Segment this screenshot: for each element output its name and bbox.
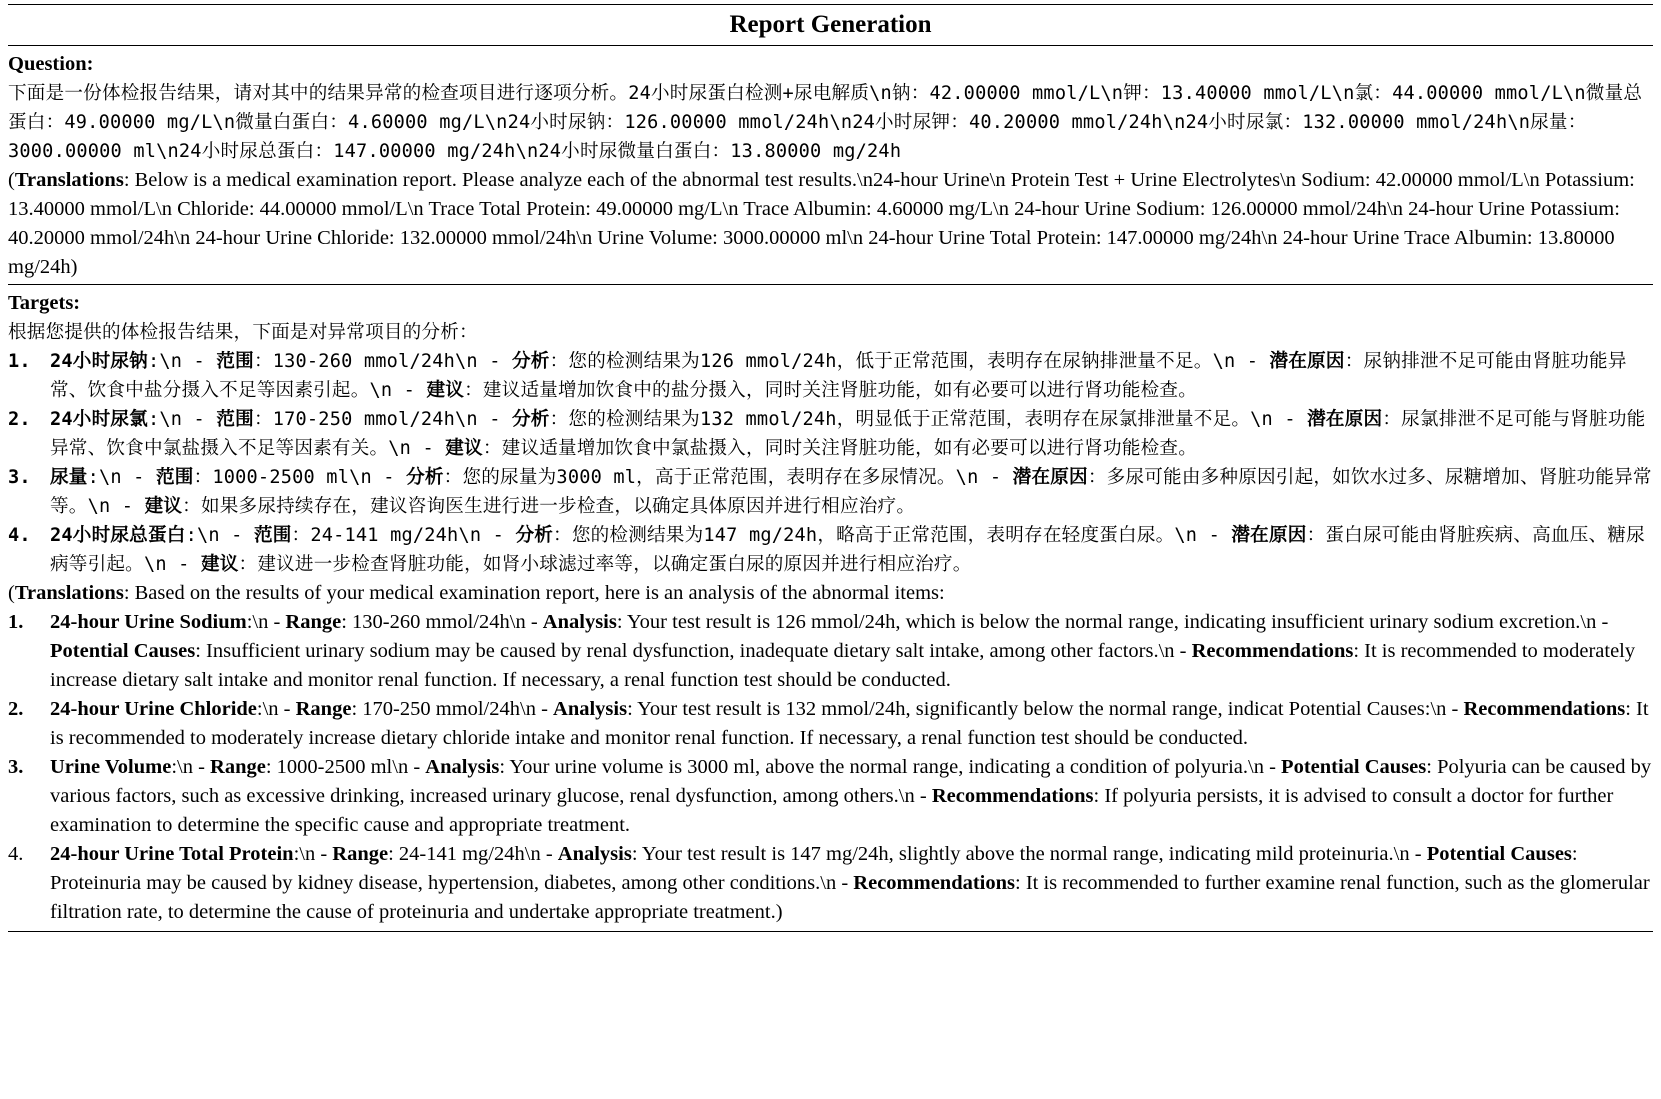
item-name: 尿量: [50, 467, 88, 488]
list-item: [8, 840, 1653, 927]
paren-open: (: [8, 169, 15, 191]
causes-text: : Proteinuria may be caused by kidney disease, hypertension, diabetes, among other conditions.\n -: [50, 843, 1578, 894]
item-sep: :\n -: [171, 756, 211, 778]
question-label: Question:: [8, 53, 94, 75]
range-label: Range: [210, 756, 266, 778]
causes-label: 潜在原因: [1307, 409, 1383, 430]
targets-english-list: [8, 608, 1653, 927]
range-text: ：24-141 mg/24h\n -: [291, 525, 516, 546]
item-name: 24-hour Urine Total Protein: [50, 843, 294, 865]
analysis-text: : Your test result is 126 mmol/24h, which is below the normal range, indicating insufficient urinary sodium excretion.\n -: [616, 611, 1609, 633]
range-text: : 130-260 mmol/24h\n -: [341, 611, 543, 633]
list-item: [8, 347, 1653, 405]
targets-translation-intro: [8, 579, 1653, 608]
item-number: 2.: [8, 409, 31, 430]
item-number: 4.: [8, 525, 31, 546]
range-text: : 24-141 mg/24h\n -: [388, 843, 558, 865]
item-sep: :\n -: [256, 698, 296, 720]
item-body: [50, 521, 1653, 579]
range-label: Range: [295, 698, 352, 720]
targets-translation-intro-text: : Based on the results of your medical examination report, here is an analysis of the abnormal items:: [123, 582, 945, 604]
causes-label: Potential Causes: [1281, 756, 1427, 778]
targets-label: Targets:: [8, 292, 81, 314]
targets-chinese-intro: 根据您提供的体检报告结果，下面是对异常项目的分析：: [8, 322, 478, 343]
analysis-label: 分析: [406, 467, 444, 488]
question-chinese-text: 下面是一份体检报告结果，请对其中的结果异常的检查项目进行逐项分析。24小时尿蛋白检测+尿电解质\n钠：42.00000 mmol/L\n钾：13.40000 mmol/L\n氯：44.00000 mmol/L\n微量总蛋白：49.00000 mg/L\n微量白蛋白：4.60000 mg/L\n24小时尿钠：126.00000 mmol/24h\n24小时尿钾：40.20000 mmol/24h\n24小时尿氯：132.00000 mmol/24h\n尿量：3000.00000 ml\n24小时尿总蛋白：147.00000 mg/24h\n24小时尿微量白蛋白：13.80000 mg/24h: [8, 83, 1643, 162]
item-number: 4.: [8, 843, 24, 865]
translation-label: Translations: [14, 169, 124, 191]
item-body: [50, 753, 1653, 840]
recommendations-text: : It is recommended to moderately increase dietary salt intake and monitor renal function. If necessary, a renal function test should be conducted.: [50, 640, 1636, 691]
range-label: Range: [332, 843, 389, 865]
item-name: 24-hour Urine Sodium: [50, 611, 247, 633]
recommendations-label: Recommendations: [1463, 698, 1626, 720]
item-name: 24小时尿总蛋白: [50, 525, 186, 546]
item-number: 3.: [8, 756, 24, 778]
item-number: 1.: [8, 351, 31, 372]
recommendations-label: Recommendations: [1191, 640, 1354, 662]
item-sep: :\n -: [246, 611, 286, 633]
item-number: 2.: [8, 698, 24, 720]
analysis-text: ：您的尿量为3000 ml，高于正常范围，表明存在多尿情况。\n -: [443, 467, 1013, 488]
causes-text: ：蛋白尿可能由肾脏疾病、高血压、糖尿病等引起。\n -: [50, 525, 1645, 575]
item-body: [50, 840, 1653, 927]
recommendations-text: ：建议进一步检查肾脏功能，如肾小球滤过率等，以确定蛋白尿的原因并进行相应治疗。: [238, 554, 972, 575]
item-body: [50, 608, 1653, 695]
causes-label: 潜在原因: [1269, 351, 1345, 372]
analysis-text: ：您的检测结果为126 mmol/24h，低于正常范围，表明存在尿钠排泄量不足。\n -: [549, 351, 1270, 372]
list-item: [8, 608, 1653, 695]
range-label: 范围: [253, 525, 292, 546]
analysis-label: Analysis: [557, 843, 632, 865]
item-body: [50, 695, 1653, 753]
causes-label: Potential Causes: [1426, 843, 1572, 865]
causes-text: ：尿氯排泄不足可能与肾脏功能异常、饮食中氯盐摄入不足等因素有关。\n -: [50, 409, 1646, 459]
targets-section: [8, 285, 1653, 929]
analysis-label: 分析: [512, 351, 550, 372]
range-text: ：130-260 mmol/24h\n -: [253, 351, 513, 372]
analysis-label: Analysis: [425, 756, 500, 778]
causes-text: : Insufficient urinary sodium may be caused by renal dysfunction, inadequate dietary salt intake, among other factors.\n -: [195, 640, 1192, 662]
range-label: 范围: [216, 351, 254, 372]
recommendations-text: : It is recommended to further examine renal function, such as the glomerular filtration rate, to determine the cause of proteinuria and undertake appropriate treatment.): [50, 872, 1650, 923]
item-number: 1.: [8, 611, 24, 633]
list-item: [8, 521, 1653, 579]
range-text: ：1000-2500 ml\n -: [193, 467, 407, 488]
causes-text: : Polyuria can be caused by various factors, such as excessive drinking, increased urinary glucose, renal dysfunction, among others.\n -: [50, 756, 1652, 807]
analysis-label: Analysis: [553, 698, 628, 720]
question-translation: [8, 166, 1653, 282]
causes-text: ：尿钠排泄不足可能由肾脏功能异常、饮食中盐分摄入不足等因素引起。\n -: [50, 351, 1627, 401]
causes-label: Potential Causes: [50, 640, 196, 662]
causes-text: ：多尿可能由多种原因引起，如饮水过多、尿糖增加、肾脏功能异常等。\n -: [50, 467, 1652, 517]
question-translation-text: : Below is a medical examination report. Please analyze each of the abnormal test results.\n24-hour Urine\n Protein Test + Urine Electrolytes\n Sodium: 42.00000 mmol/L\n Potassium: 13.40000 mmol/L\n Chloride: 44.00000 mmol/L\n Trace Total Protein: 49.00000 mg/L\n Trace Albumin: 4.60000 mg/L\n 24-hour Urine Sodium: 126.00000 mmol/24h\n 24-hour Urine Potassium: 40.20000 mmol/24h\n 24-hour Urine Chloride: 132.00000 mmol/24h\n Urine Volume: 3000.00000 ml\n 24-hour Urine Total Protein: 147.00000 mg/24h\n 24-hour Urine Trace Albumin: 13.80000 mg/24h): [8, 169, 1635, 278]
targets-chinese-list: [8, 347, 1653, 579]
list-item: [8, 753, 1653, 840]
analysis-text: : Your urine volume is 3000 ml, above the normal range, indicating a condition of polyuria.\n -: [499, 756, 1282, 778]
analysis-text: ：您的检测结果为132 mmol/24h，明显低于正常范围，表明存在尿氯排泄量不足。\n -: [549, 409, 1308, 430]
recommendations-label: Recommendations: [853, 872, 1016, 894]
analysis-label: 分析: [515, 525, 554, 546]
recommendations-text: : If polyuria persists, it is advised to consult a doctor for further examination to determine the specific cause and appropriate treatment.: [50, 785, 1614, 836]
recommendations-text: : It is recommended to moderately increase dietary chloride intake and monitor renal function. If necessary, a renal function test should be conducted.: [50, 698, 1649, 749]
analysis-label: Analysis: [542, 611, 617, 633]
analysis-label: 分析: [512, 409, 550, 430]
item-sep: :\n -: [185, 525, 254, 546]
item-sep: :\n -: [147, 351, 217, 372]
paren-open: (: [8, 582, 15, 604]
question-section: [8, 46, 1653, 284]
item-name: 24小时尿氯: [50, 409, 148, 430]
recommendations-text: ：建议适量增加饮食中氯盐摄入，同时关注肾脏功能，如有必要可以进行肾功能检查。: [482, 438, 1198, 459]
analysis-text: : Your test result is 132 mmol/24h, significantly below the normal range, indicat Potential Causes:\n -: [627, 698, 1464, 720]
item-body: [50, 405, 1653, 463]
range-label: 范围: [155, 467, 194, 488]
recommendations-label: 建议: [445, 438, 483, 459]
recommendations-label: 建议: [200, 554, 239, 575]
list-item: [8, 695, 1653, 753]
page-title: Report Generation: [729, 11, 932, 38]
recommendations-label: Recommendations: [931, 785, 1094, 807]
translation-label: Translations: [14, 582, 124, 604]
item-name: Urine Volume: [50, 756, 172, 778]
causes-label: 潜在原因: [1012, 467, 1088, 488]
bottom-rule: [8, 931, 1653, 932]
analysis-text: : Your test result is 147 mg/24h, slightly above the normal range, indicating mild proteinuria.\n -: [631, 843, 1427, 865]
list-item: [8, 463, 1653, 521]
item-name: 24小时尿钠: [50, 351, 148, 372]
range-label: Range: [285, 611, 342, 633]
recommendations-label: 建议: [426, 380, 465, 401]
analysis-text: ：您的检测结果为147 mg/24h，略高于正常范围，表明存在轻度蛋白尿。\n -: [553, 525, 1232, 546]
recommendations-text: ：如果多尿持续存在，建议咨询医生进行进一步检查，以确定具体原因并进行相应治疗。: [182, 496, 916, 517]
range-text: : 1000-2500 ml\n -: [265, 756, 426, 778]
range-text: ：170-250 mmol/24h\n -: [253, 409, 513, 430]
recommendations-label: 建议: [144, 496, 183, 517]
item-body: [50, 347, 1653, 405]
item-number: 3.: [8, 467, 31, 488]
item-sep: :\n -: [147, 409, 217, 430]
item-name: 24-hour Urine Chloride: [50, 698, 257, 720]
list-item: [8, 405, 1653, 463]
range-label: 范围: [216, 409, 254, 430]
causes-label: 潜在原因: [1231, 525, 1307, 546]
item-body: [50, 463, 1653, 521]
recommendations-text: ：建议适量增加饮食中的盐分摄入，同时关注肾脏功能，如有必要可以进行肾功能检查。: [464, 380, 1198, 401]
item-sep: :\n -: [293, 843, 333, 865]
item-sep: :\n -: [87, 467, 156, 488]
range-text: : 170-250 mmol/24h\n -: [351, 698, 554, 720]
